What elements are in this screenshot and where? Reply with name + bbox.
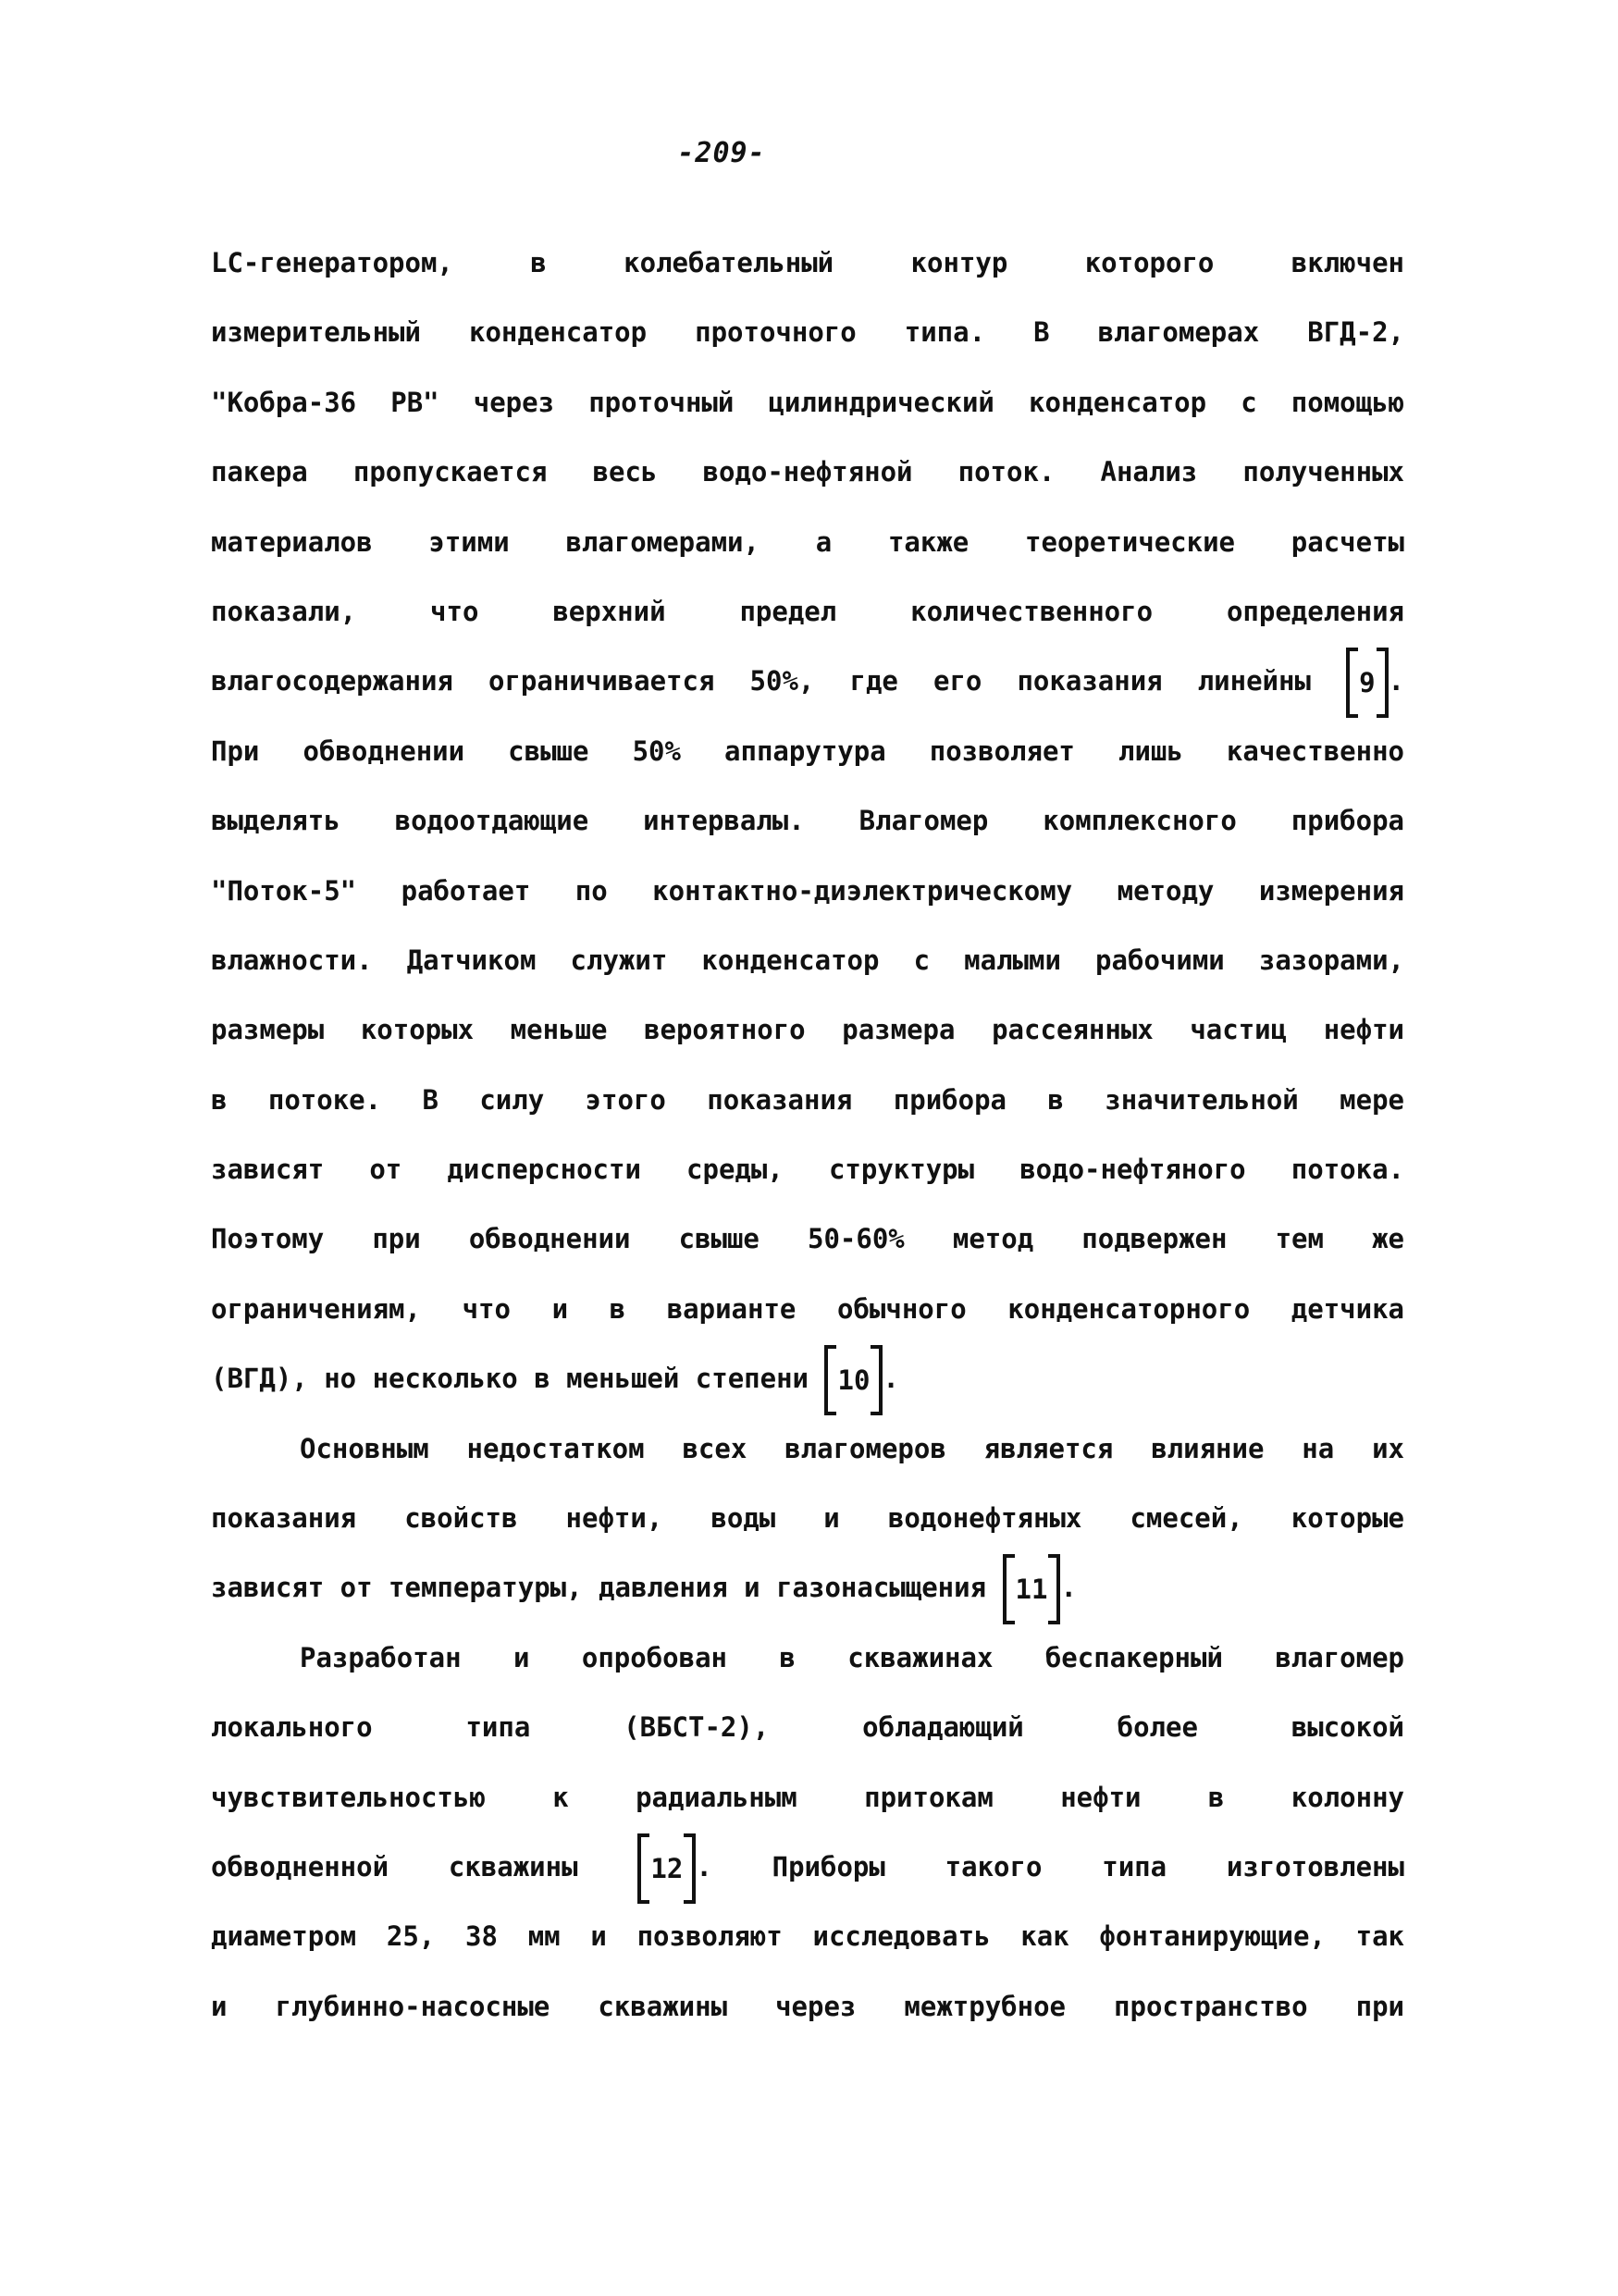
- text-line: [211, 1777, 1404, 1846]
- line-text: Разработан и опробован в скважинах беспакерный влагомер: [300, 1641, 1404, 1673]
- text-line: [211, 1986, 1404, 2055]
- text-line: [211, 522, 1404, 591]
- text-line: [211, 660, 1404, 730]
- line-text: "Кобра-36 РВ" через проточный цилиндрический конденсатор с помощью: [211, 386, 1404, 418]
- text-line: [211, 1289, 1404, 1358]
- text-line: [211, 1149, 1404, 1218]
- reference-bracket: 12: [637, 1848, 696, 1889]
- line-text: ограничениям, что и в варианте обычного конденсаторного детчика: [211, 1292, 1404, 1325]
- line-text: размеры которых меньше вероятного размера рассеянных частиц нефти: [211, 1014, 1404, 1046]
- line-text: чувствительностью к радиальным притокам нефти в колонну: [211, 1781, 1404, 1813]
- text-line: [211, 242, 1404, 312]
- line-text-after-ref: . Приборы такого типа изготовлены: [696, 1850, 1404, 1882]
- line-text: LC-генератором, в колебательный контур которого включен: [211, 247, 1404, 278]
- text-line: [211, 731, 1404, 800]
- line-text: показали, что верхний предел количественного определения: [211, 595, 1404, 627]
- line-text: материалов этими влагомерами, а также теоретические расчеты: [211, 525, 1404, 558]
- text-line: [211, 1218, 1404, 1288]
- text-line: [211, 1846, 1404, 1916]
- text-line: [211, 1080, 1404, 1149]
- text-line: [211, 800, 1404, 870]
- line-text: влажности. Датчиком служит конденсатор с малыми рабочими зазорами,: [211, 944, 1404, 976]
- reference-bracket: 11: [1003, 1569, 1061, 1610]
- line-text: выделять водоотдающие интервалы. Влагомер комплексного прибора: [211, 805, 1404, 837]
- line-text: измерительный конденсатор проточного типа. В влагомерах ВГД-2,: [211, 316, 1404, 349]
- line-text: диаметром 25, 38 мм и позволяют исследовать как фонтанирующие, так: [211, 1920, 1404, 1953]
- text-line: [211, 1707, 1404, 1776]
- body-text: [211, 242, 1404, 2055]
- line-text: "Поток-5" работает по контактно-диэлектрическому методу измерения: [211, 874, 1404, 907]
- line-text: При обводнении свыше 50% аппарутура позволяет лишь качественно: [211, 734, 1404, 767]
- text-line: [211, 451, 1404, 521]
- line-text: Поэтому при обводнении свыше 50-60% метод подвержен тем же: [211, 1223, 1404, 1255]
- line-text: в потоке. В силу этого показания прибора в значительной мере: [211, 1083, 1404, 1116]
- reference-bracket: 9: [1346, 662, 1388, 703]
- line-text: показания свойств нефти, воды и водонефтяных смесей, которые: [211, 1502, 1404, 1535]
- line-text-after-ref: .: [1388, 665, 1405, 697]
- line-text: и глубинно-насосные скважины через межтрубное пространство при: [211, 1990, 1404, 2022]
- line-text: зависят от дисперсности среды, структуры водо-нефтяного потока.: [211, 1154, 1404, 1186]
- line-text: обводненной скважины: [211, 1850, 578, 1882]
- line-text-after-ref: .: [1060, 1572, 1077, 1604]
- line-text: пакера пропускается весь водо-нефтяной поток. Анализ полученных: [211, 456, 1404, 488]
- text-line: [211, 1637, 1404, 1707]
- text-line: [211, 1498, 1404, 1567]
- text-line: [211, 870, 1404, 940]
- page-number: -209-: [677, 137, 766, 169]
- reference-bracket: 10: [824, 1360, 883, 1401]
- text-line: [211, 1009, 1404, 1079]
- line-text-after-ref: .: [883, 1363, 899, 1395]
- line-text: Основным недостатком всех влагомеров является влияние на их: [300, 1432, 1404, 1464]
- text-line: [211, 382, 1404, 451]
- text-line: [211, 1916, 1404, 1985]
- text-line: [211, 591, 1404, 660]
- line-text: зависят от температуры, давления и газонасыщения: [211, 1572, 987, 1604]
- text-line: [211, 1428, 1404, 1498]
- text-line: [211, 1567, 1404, 1636]
- text-line: [211, 1358, 1404, 1427]
- line-text: влагосодержания ограничивается 50%, где его показания линейны: [211, 665, 1311, 697]
- line-text: (ВГД), но несколько в меньшей степени: [211, 1363, 809, 1395]
- text-line: [211, 312, 1404, 381]
- line-text: локального типа (ВБСТ-2), обладающий более высокой: [211, 1711, 1404, 1744]
- text-line: [211, 940, 1404, 1009]
